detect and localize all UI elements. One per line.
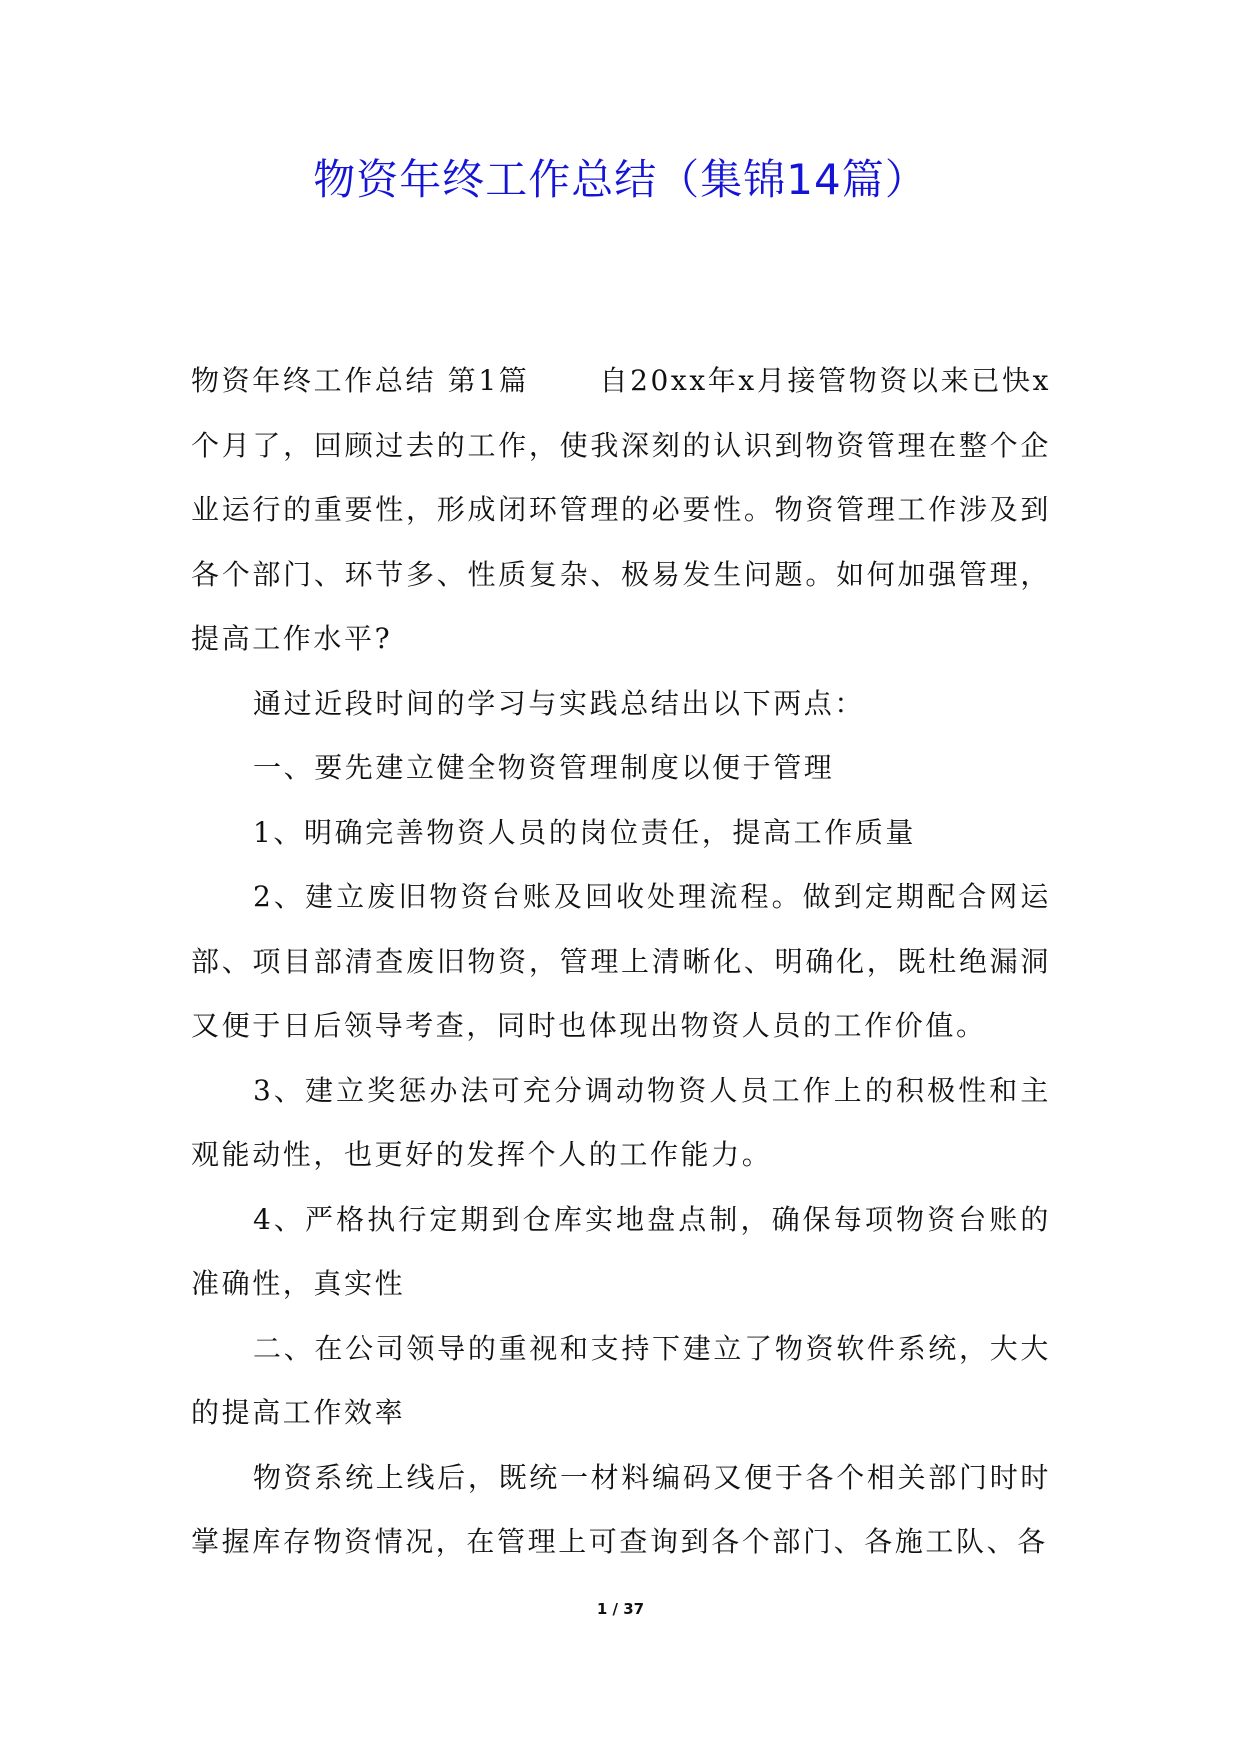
body-paragraph: 3、建立奖惩办法可充分调动物资人员工作上的积极性和主观能动性，也更好的发挥个人的工作能力。 [191, 1073, 1051, 1171]
document-body [191, 349, 1051, 1575]
body-paragraph: 4、严格执行定期到仓库实地盘点制，确保每项物资台账的准确性，真实性 [191, 1202, 1051, 1300]
page-number: 1 / 37 [596, 1600, 645, 1618]
section-heading: 物资年终工作总结 第1篇 [191, 364, 530, 397]
body-paragraph: 一、要先建立健全物资管理制度以便于管理 [253, 751, 835, 784]
body-paragraph: 二、在公司领导的重视和支持下建立了物资软件系统，大大的提高工作效率 [191, 1331, 1051, 1429]
body-paragraph: 1、明确完善物资人员的岗位责任，提高工作质量 [253, 815, 917, 849]
intro-paragraph [191, 349, 1051, 672]
document-title: 物资年终工作总结（集锦14篇） [313, 155, 928, 204]
intro-text: 自20xx年x月接管物资以来已快x个月了，回顾过去的工作，使我深刻的认识到物资管理在整个企业运行的重要性，形成闭环管理的必要性。物资管理工作涉及到各个部门、环节多、性质复杂、极易发生问题。如何加强管理，提高工作水平? [191, 364, 1051, 655]
body-paragraph: 2、建立废旧物资台账及回收处理流程。做到定期配合网运部、项目部清查废旧物资，管理上清晰化、明确化，既杜绝漏洞又便于日后领导考查，同时也体现出物资人员的工作价值。 [191, 880, 1051, 1042]
body-paragraph: 通过近段时间的学习与实践总结出以下两点： [253, 686, 866, 720]
body-paragraph: 物资系统上线后，既统一材料编码又便于各个相关部门时时掌握库存物资情况，在管理上可查询到各个部门、各施工队、各 [191, 1460, 1051, 1558]
